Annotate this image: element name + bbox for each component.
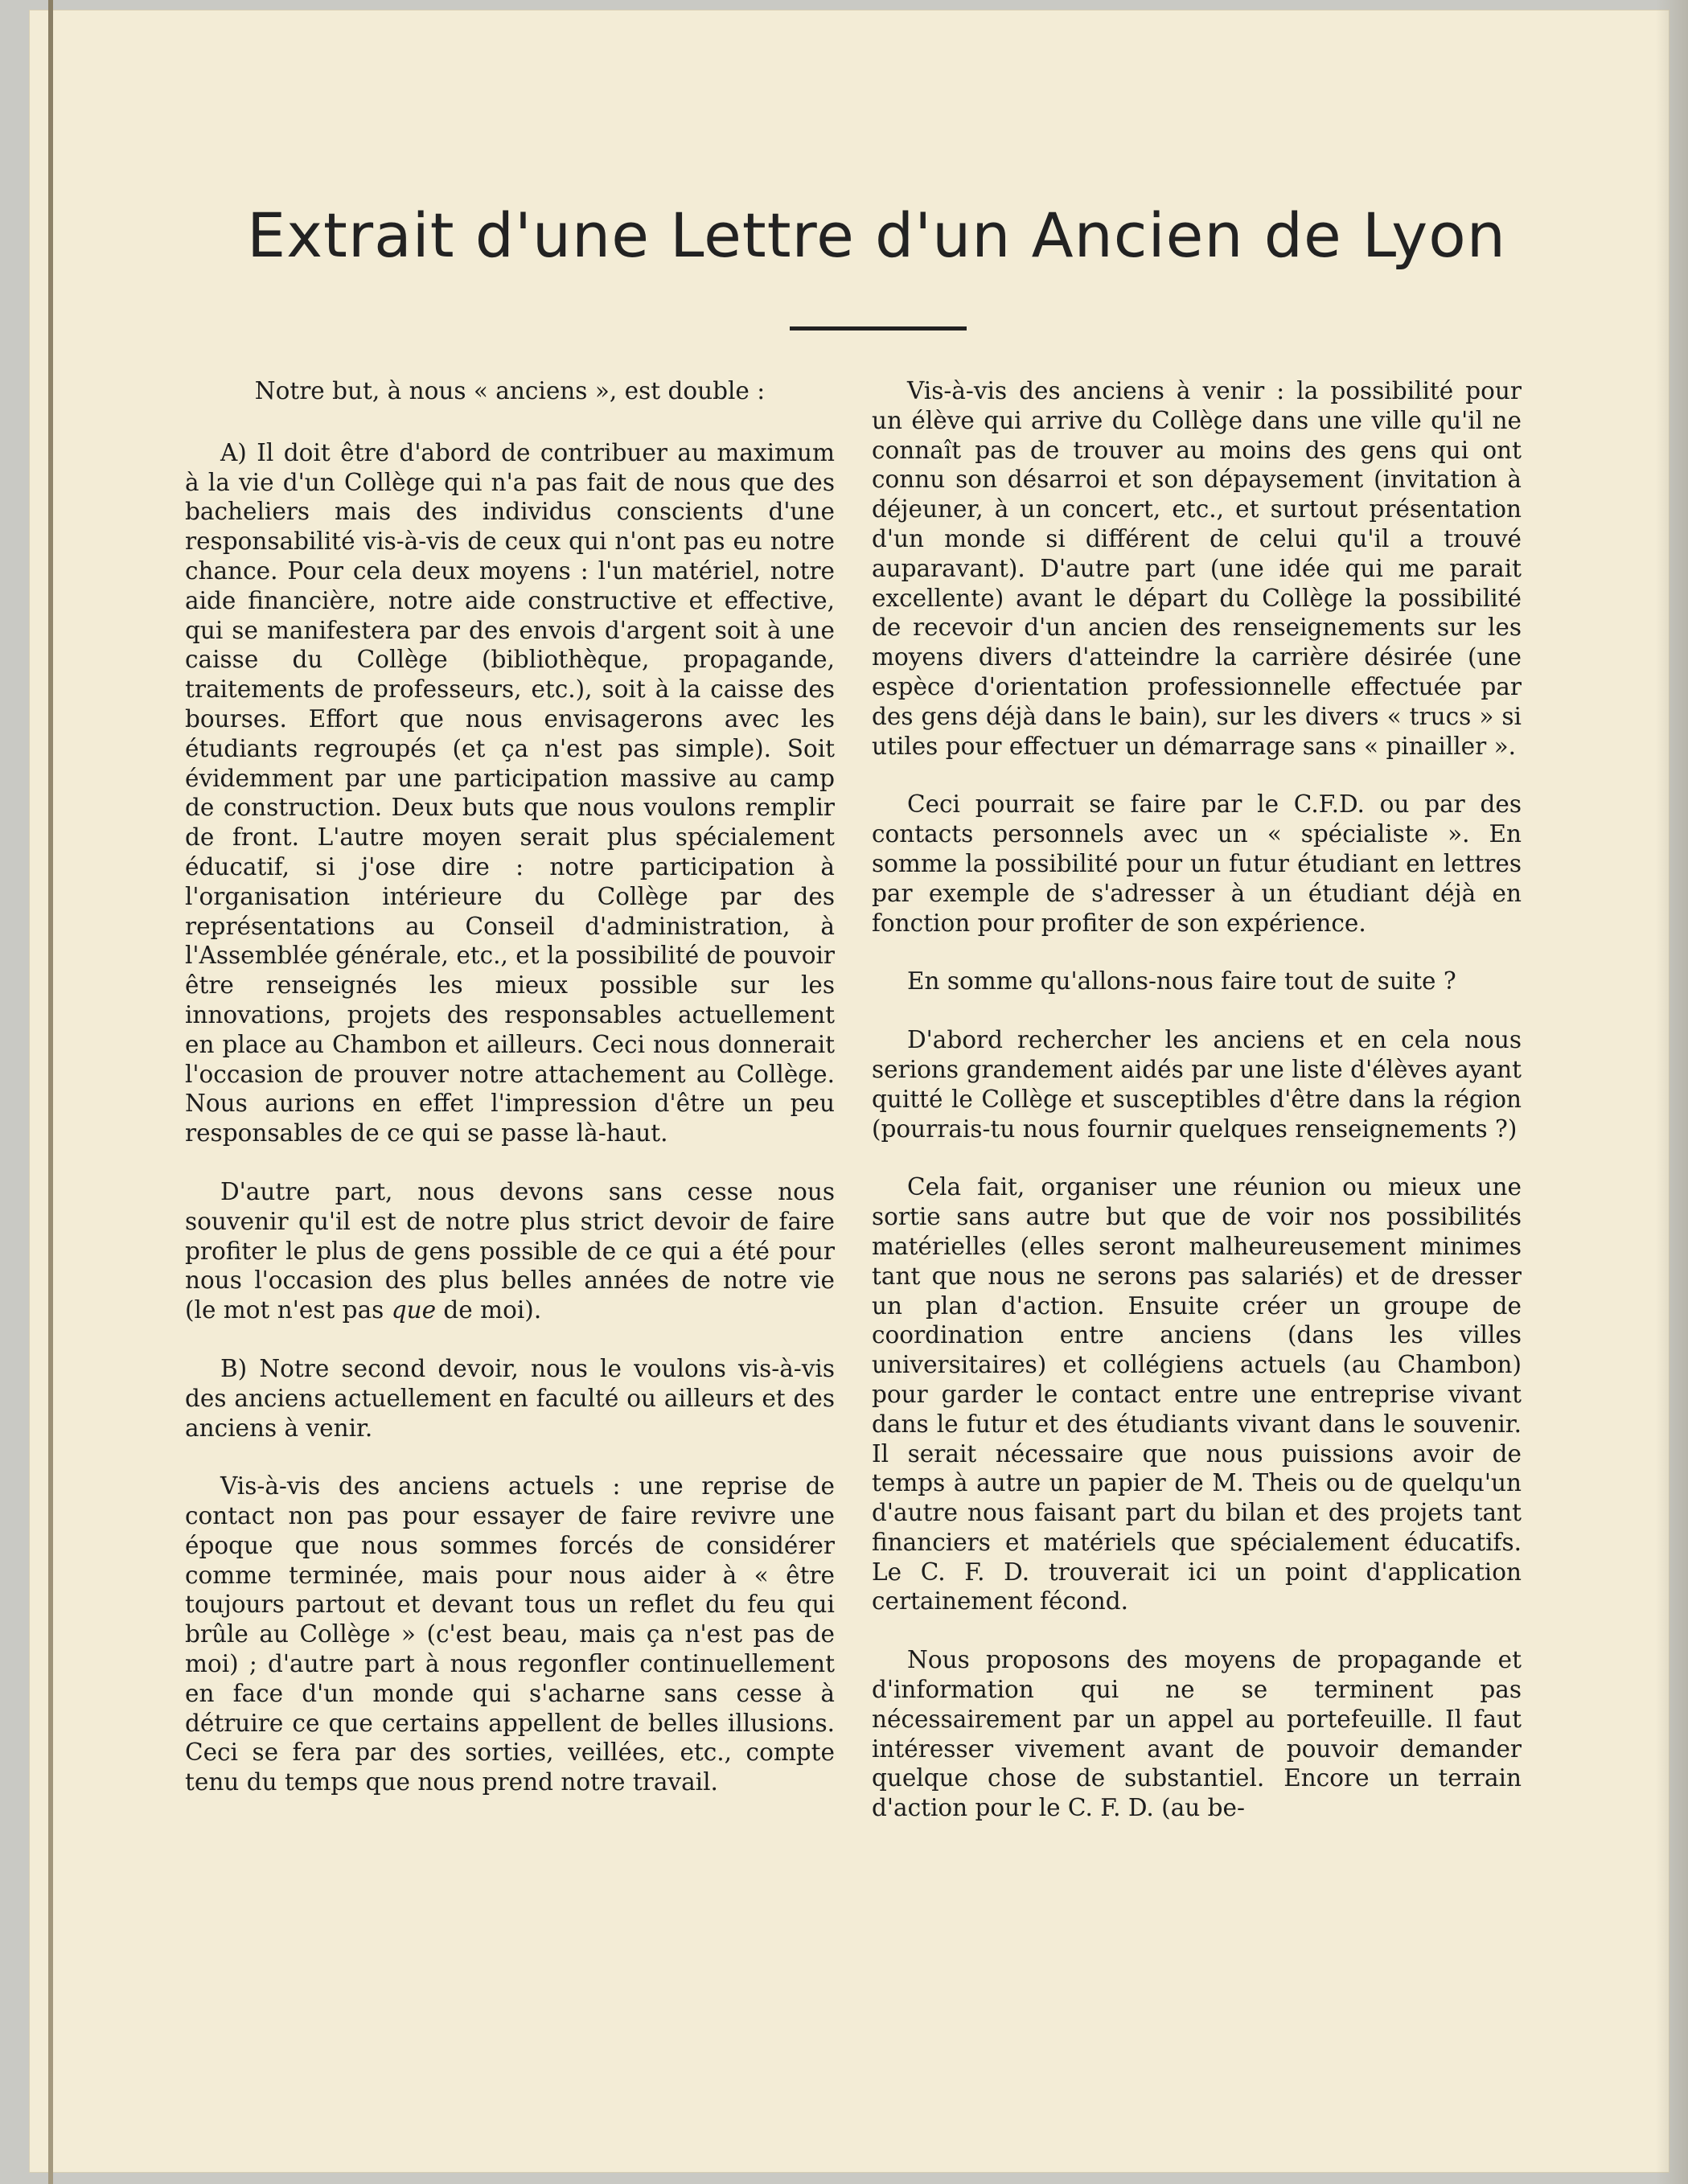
page-binding-edge <box>48 0 53 2184</box>
page-edge-shadow <box>1656 0 1688 2184</box>
article-title: Extrait d'une Lettre d'un Ancien de Lyon <box>247 199 1506 271</box>
title-underline <box>790 326 967 330</box>
paragraph-cela-fait: Cela fait, organiser une réunion ou mieux une sortie sans autre but que de voir nos possibilités matérielles (elles seront malheureusement minimes tant que nous ne serons pas salariés) et de dresser un plan d'action. Ensuite créer un groupe de coordination entre anciens (dans les villes universitaires) et collégiens actuels (au Chambon) pour garder le contact entre une entreprise vivant dans le futur et des étudiants vivant dans le souvenir. Il serait nécessaire que nous puissions avoir de temps à autre un papier de M. Theis ou de quelqu'un d'autre nous faisant part du bilan et des projets tant financiers et matériels que spécialement éducatifs. Le C. F. D. trouverait ici un point d'application certainement fécond. <box>872 1173 1522 1615</box>
emphasis-word: que <box>391 1296 437 1324</box>
paragraph-propagande: Nous proposons des moyens de propagande et d'information qui ne se terminent pas nécessairement par un appel au portefeuille. Il faut intéresser vivement avant de pouvoir demander quelque chose de substantiel. Encore un terrain d'action pour le C. F. D. (au be- <box>872 1646 1522 1822</box>
paragraph-anciens-actuels: Vis-à-vis des anciens actuels : une reprise de contact non pas pour essayer de faire revivre une époque que nous sommes forcés de considérer comme terminée, mais pour nous aider à « être toujours partout et devant tous un reflet du feu qui brûle au Collège » (c'est beau, mais ça n'est pas de moi) ; d'autre part à nous regonfler continuellement en face d'un monde qui s'acharne sans cesse à détruire ce que certains appellent de belles illusions. Ceci se fera par des sorties, veillées, etc., compte tenu du temps que nous prend notre travail. <box>185 1472 835 1796</box>
paragraph-anciens-a-venir: Vis-à-vis des anciens à venir : la possibilité pour un élève qui arrive du Collège dans une ville qu'il ne connaît pas de trouver au moins des gens qui ont connu son désarroi et son dépaysement (invitation à déjeuner, à un concert, etc., et surtout présentation d'un monde si différent de celui qu'il a trouvé auparavant). D'autre part (une idée qui me parait excellente) avant le départ du Collège la possibilité de recevoir d'un ancien des renseignements sur les moyens divers d'atteindre la carrière désirée (une espèce d'orientation professionnelle effectuée par des gens déjà dans le bain), sur les divers « trucs » si utiles pour effectuer un démarrage sans « pinailler ». <box>872 377 1522 760</box>
paragraph-d-autre-part <box>185 1177 835 1325</box>
right-column <box>872 376 1522 1852</box>
paragraph-text-end: de moi). <box>443 1296 542 1324</box>
paragraph-d-abord: D'abord rechercher les anciens et en cela nous serions grandement aidés par une liste d'élèves ayant quitté le Collège et susceptibles d'être dans la région (pourrais-tu nous fournir quelques renseignements ?) <box>872 1026 1522 1143</box>
paragraph-cfd: Ceci pourrait se faire par le C.F.D. ou par des contacts personnels avec un « spécialiste ». En somme la possibilité pour un futur étudiant en lettres par exemple de s'adresser à un étudiant déjà en fonction pour profiter de son expérience. <box>872 790 1522 937</box>
paragraph-question: En somme qu'allons-nous faire tout de suite ? <box>907 967 1456 996</box>
intro-paragraph: Notre but, à nous « anciens », est double : <box>254 377 766 404</box>
paragraph-text: D'autre part, nous devons sans cesse nous souvenir qu'il est de notre plus strict devoir de faire profiter le plus de gens possible de ce qui a été pour nous l'occasion des plus belles années de notre vie (le mot n'est pas <box>185 1177 835 1324</box>
paragraph-b: B) Notre second devoir, nous le voulons vis-à-vis des anciens actuellement en faculté ou ailleurs et des anciens à venir. <box>185 1354 835 1442</box>
paragraph-a: A) Il doit être d'abord de contribuer au maximum à la vie d'un Collège qui n'a pas fait de nous que des bacheliers mais des individus conscients d'une responsabilité vis-à-vis de ceux qui n'ont pas eu notre chance. Pour cela deux moyens : l'un matériel, notre aide financière, notre aide constructive et effective, qui se manifestera par des envois d'argent soit à une caisse du Collège (bibliothèque, propagande, traitements de professeurs, etc.), soit à la caisse des bourses. Effort que nous envisagerons avec les étudiants regroupés (et ça n'est pas simple). Soit évidemment par une participation massive au camp de construction. Deux buts que nous voulons remplir de front. L'autre moyen serait plus spécialement éducatif, si j'ose dire : notre participation à l'organisation intérieure du Collège par des représentations au Conseil d'administration, à l'Assemblée générale, etc., et la possibilité de pouvoir être renseignés les mieux possible sur les innovations, projets des responsables actuellement en place au Chambon et ailleurs. Ceci nous donnerait l'occasion de prouver notre attachement au Collège. Nous aurions en effet l'impression d'être un peu responsables de ce qui se passe là-haut. <box>185 438 835 1147</box>
left-column <box>185 376 835 1826</box>
